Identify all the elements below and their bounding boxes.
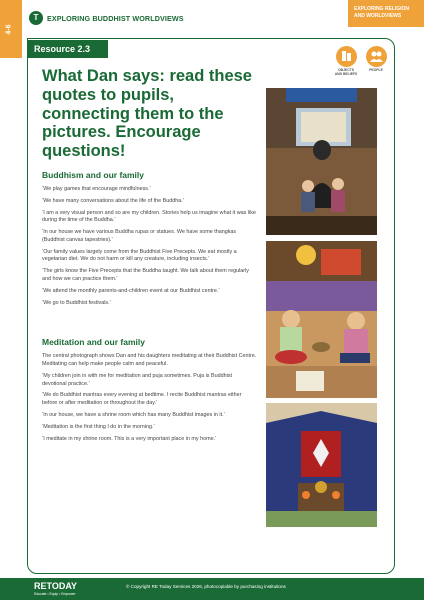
objects-and-beliefs-item <box>334 46 358 76</box>
footer <box>0 578 424 600</box>
quote: ‘We do Buddhist mantras every evening at bedtime. I recite Buddhist mantras either before or after meditation or throughout the day.’ <box>42 392 242 407</box>
photo-meditating-at-centre <box>266 241 377 398</box>
question-icons <box>334 46 388 76</box>
objects-and-beliefs-label: OBJECTS AND BELIEFS <box>334 68 358 76</box>
text-column <box>42 170 257 448</box>
teacher-badge: T <box>29 11 43 25</box>
quote: ‘I am a very visual person and so are my children. Stories help us imagine what it was like during the time of the Buddha.’ <box>42 209 256 224</box>
quote: ‘Meditation is the first thing I do in the morning.’ <box>42 423 155 430</box>
section-heading-buddhism-family: Buddhism and our family <box>42 170 145 180</box>
quote: ‘In our house we have various Buddha rupas or statues. We have some thangkas (Buddhist canvas tapestries).’ <box>42 229 237 243</box>
copyright-notice: © Copyright RE Today Services 2026, photocopiable by purchasing institutions <box>126 584 286 589</box>
quote: ‘We have many conversations about the life of the Buddha.’ <box>42 197 184 204</box>
corner-tab: EXPLORING RELIGION AND WORLDVIEWS <box>348 0 424 27</box>
publisher-logo: RETODAY <box>34 581 78 591</box>
photo-dan-with-daughters <box>266 88 377 235</box>
age-range-label: 4-6 <box>5 24 13 35</box>
quote: ‘Our family values largely come from the Buddhist Five Precepts. We eat mostly a vegetarian diet. We do not harm or kill any creature, including insects.’ <box>42 248 237 263</box>
series-title: EXPLORING BUDDHIST WORLDVIEWS <box>47 14 184 23</box>
age-range-tab <box>0 0 22 58</box>
quote: ‘In our house, we have a shrine room which has many Buddhist images in it.’ <box>42 411 225 418</box>
publisher-tagline: Educate • Equip • Empower <box>34 592 76 596</box>
quote: ‘We go to Buddhist festivals.’ <box>42 299 111 306</box>
people-icon <box>366 46 387 67</box>
resource-tab: Resource 2.3 <box>27 40 108 58</box>
section-heading-meditation: Meditation and our family <box>42 337 145 348</box>
quote: ‘I meditate in my shrine room. This is a very important place in my home.’ <box>42 435 217 442</box>
people-label: PEOPLE <box>369 68 383 72</box>
quote: ‘We attend the monthly parents-and-children event at our Buddhist centre.’ <box>42 287 220 294</box>
meditation-section <box>42 337 257 443</box>
page-title: What Dan says: read these quotes to pupils, connecting them to the pictures. Encourage questions! <box>42 67 252 161</box>
people-item <box>364 46 388 76</box>
section-intro: The central photograph shows Dan and his daughters meditating at their Buddhist Centre. Meditating can help make people calm and peaceful. <box>42 353 257 368</box>
quote: ‘The girls know the Five Precepts that the Buddha taught. We talk about them regularly and how we can practice them.’ <box>42 268 249 282</box>
quote: ‘My children join in with me for meditation and puja sometimes. Puja is Buddhist devotional practice.’ <box>42 372 232 387</box>
photo-shrine-room <box>266 403 377 527</box>
quote: ‘We play games that encourage mindfulness.’ <box>42 186 151 192</box>
objects-and-beliefs-icon <box>336 46 357 67</box>
